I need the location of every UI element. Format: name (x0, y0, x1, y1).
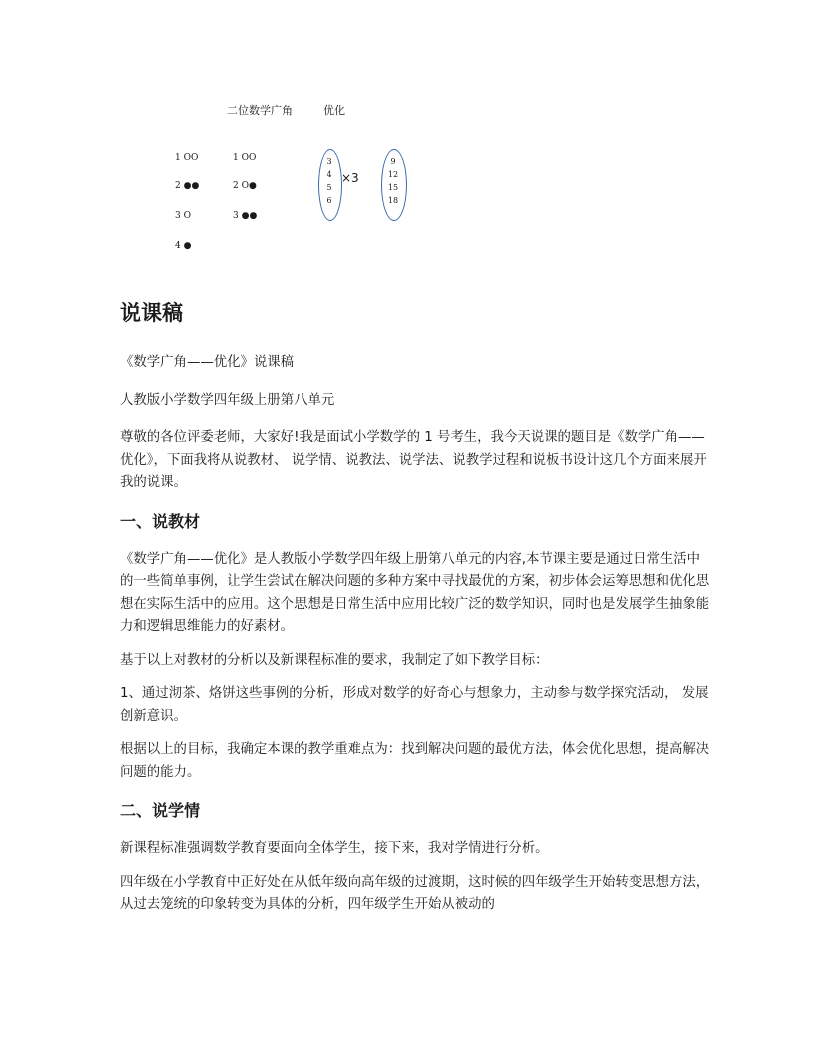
document-title: 说课稿 (120, 301, 183, 325)
section-heading-textbook: 一、说教材 (120, 511, 201, 531)
oval-right-value: 9 (390, 157, 396, 166)
oval-left-value: 3 (326, 157, 332, 166)
left-col-row-2: 2 ●● (175, 181, 200, 191)
paragraph-key-points: 根据以上的目标，我确定本课的教学重难点为：找到解决问题的最优方法，体会优化思想，提高解决问题的能力。 (120, 742, 710, 780)
oval-right-values (381, 155, 405, 207)
paragraph-students-intro: 新课程标准强调数学教育要面向全体学生，接下来，我对学情进行分析。 (120, 841, 549, 856)
paragraph-textbook: 《数学广角——优化》是人教版小学数学四年级上册第八单元的内容,本节课主要是通过日常生活中的一些简单事例，让学生尝试在解决问题的多种方案中寻找最优的方案，初步体会运筹思想和优化思想在实际生活中的应用。这个思想是日常生活中应用比较广泛的数学知识，同时也是发展学生抽象能力和逻辑思维能力的好素材。 (120, 551, 710, 634)
paragraph-students-analysis: 四年级在小学教育中正好处在从低年级向高年级的过渡期，这时候的四年级学生开始转变思想方法，从过去笼统的印象转变为具体的分析，四年级学生开始从被动的 (120, 874, 710, 912)
paragraph-goals-intro: 基于以上对教材的分析以及新课程标准的要求，我制定了如下教学目标： (120, 652, 549, 668)
oval-right-value: 12 (387, 170, 399, 179)
paragraph-unit: 人教版小学数学四年级上册第八单元 (120, 392, 335, 408)
oval-left-value: 5 (326, 183, 332, 192)
paragraph-intro: 尊敬的各位评委老师，大家好!我是面试小学数学的 1 号考生，我今天说课的题目是《数学广角——优化》，下面我将从说教材、 说学情、说教法、说学法、说教学过程和说板书设计这几个方面来展开我的说课。 (120, 430, 707, 490)
mid-col-row-2: 2 O● (233, 181, 257, 191)
left-col-row-4: 4 ● (175, 241, 192, 251)
figure-title-left: 二位数学广角 (227, 104, 293, 117)
mid-col-row-3: 3 ●● (233, 211, 258, 221)
left-col-row-3: 3 O (175, 211, 191, 221)
oval-left-value: 4 (326, 170, 332, 179)
oval-left-values (318, 155, 340, 207)
paragraph-goal-1: 1、通过沏茶、烙饼这些事例的分析，形成对数学的好奇心与想象力，主动参与数学探究活动， 发展创新意识。 (120, 686, 709, 724)
left-col-row-1: 1 OO (175, 153, 199, 163)
oval-right-value: 15 (387, 183, 399, 192)
oval-left-value: 6 (326, 196, 332, 205)
times-label: ×3 (341, 171, 359, 185)
figure-title-right: 优化 (323, 104, 345, 117)
paragraph-subject: 《数学广角——优化》说课稿 (120, 355, 295, 370)
figure-title (227, 102, 345, 118)
document-body (120, 296, 710, 928)
board-figure (170, 95, 430, 260)
mid-col-row-1: 1 OO (233, 153, 257, 163)
section-heading-students: 二、说学情 (120, 801, 201, 820)
oval-right-value: 18 (387, 196, 399, 205)
